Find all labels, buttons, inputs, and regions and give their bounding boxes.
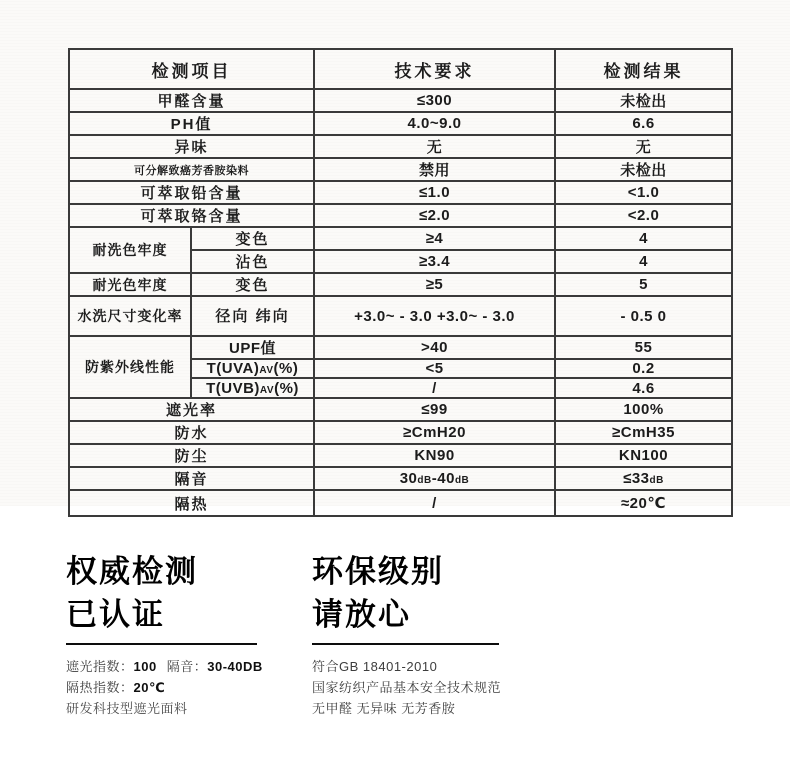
sound-metric-label: 隔音： [166, 659, 208, 674]
authority-title [66, 550, 306, 636]
result-cell: <1.0 [555, 181, 732, 204]
group-label-cell: 耐光色牢度 [69, 273, 191, 296]
eco-title-line1: 环保级别 [312, 554, 444, 589]
eco-title [312, 550, 592, 636]
requirement-cell: / [314, 378, 555, 398]
result-cell: 0.2 [555, 359, 732, 378]
row-formaldehyde [69, 89, 732, 112]
table-header-row [69, 49, 732, 89]
row-odor [69, 135, 732, 158]
item-cell: 遮光率 [69, 398, 314, 421]
sound-metric-value: 30-40DB [207, 659, 263, 674]
item-cell: 隔音 [69, 467, 314, 490]
row-wash-fastness-color-change [69, 227, 732, 250]
requirement-cell: ≥4 [314, 227, 555, 250]
row-aromatic-amines [69, 158, 732, 181]
row-chromium [69, 204, 732, 227]
item-cell: PH值 [69, 112, 314, 135]
sound-req-unit-2: dB [454, 475, 470, 486]
group-label-cell: 防紫外线性能 [69, 336, 191, 398]
result-cell: 未检出 [555, 158, 732, 181]
uva-label-subscript: AV [259, 365, 274, 376]
test-report-table [68, 48, 733, 517]
spec-line: 国家纺织产品基本安全技术规范 [312, 680, 502, 695]
footer-eco-section [312, 550, 592, 719]
result-cell: ≈20℃ [555, 490, 732, 516]
shading-sound-metrics [66, 656, 306, 677]
result-cell: KN100 [555, 444, 732, 467]
item-cell: 防尘 [69, 444, 314, 467]
item-cell: 甲醛含量 [69, 89, 314, 112]
requirement-cell: 4.0~9.0 [314, 112, 555, 135]
requirement-cell: ≤2.0 [314, 204, 555, 227]
shading-index-label: 遮光指数： [66, 659, 134, 674]
fabric-note: 研发科技型遮光面料 [66, 701, 188, 716]
group-label-cell: 耐洗色牢度 [69, 227, 191, 273]
no-harm-line: 无甲醛 无异味 无芳香胺 [312, 701, 456, 716]
result-cell: 无 [555, 135, 732, 158]
row-shading-rate [69, 398, 732, 421]
requirement-cell [314, 467, 555, 490]
requirement-cell: ≤1.0 [314, 181, 555, 204]
requirement-cell: ≤300 [314, 89, 555, 112]
standard-line: 符合GB 18401-2010 [312, 659, 438, 674]
heat-metric-value: 20℃ [133, 680, 166, 695]
row-sound-insulation [69, 467, 732, 490]
sound-req-value-1: 30 [399, 470, 418, 487]
eco-divider [312, 643, 499, 645]
uva-label-main: T(UVA) [206, 360, 260, 377]
item-cell: 防水 [69, 421, 314, 444]
authority-title-line2: 已认证 [66, 597, 165, 632]
footer-authority-section [66, 550, 306, 719]
group-label-cell: 水洗尺寸变化率 [69, 296, 191, 336]
requirement-cell: +3.0~ - 3.0 +3.0~ - 3.0 [314, 296, 555, 336]
result-cell: ≥CmH35 [555, 421, 732, 444]
sub-item-cell [191, 378, 314, 398]
uva-label-tail: (%) [273, 360, 299, 377]
row-ph [69, 112, 732, 135]
result-cell: <2.0 [555, 204, 732, 227]
eco-title-line2: 请放心 [312, 597, 411, 632]
sound-req-value-2: -40 [431, 470, 455, 487]
row-dustproof [69, 444, 732, 467]
requirement-cell: ≤99 [314, 398, 555, 421]
sound-result-unit: dB [649, 475, 664, 486]
uvb-label-tail: (%) [274, 379, 299, 397]
uvb-label-subscript: AV [259, 384, 275, 396]
row-lead [69, 181, 732, 204]
item-cell: 可分解致癌芳香胺染料 [69, 158, 314, 181]
sub-item-cell: 变色 [191, 273, 314, 296]
sub-item-cell: 变色 [191, 227, 314, 250]
item-cell: 可萃取铬含量 [69, 204, 314, 227]
result-cell: 100% [555, 398, 732, 421]
row-heat-insulation [69, 490, 732, 516]
result-cell: - 0.5 0 [555, 296, 732, 336]
header-result: 检测结果 [555, 49, 732, 89]
row-uv-upf [69, 336, 732, 359]
requirement-cell: ≥3.4 [314, 250, 555, 273]
shading-index-value: 100 [133, 659, 157, 674]
requirement-cell: 无 [314, 135, 555, 158]
sub-item-cell: 径向 纬向 [191, 296, 314, 336]
requirement-cell: <5 [314, 359, 555, 378]
sub-item-cell: 沾色 [191, 250, 314, 273]
result-cell: 5 [555, 273, 732, 296]
sound-req-unit-1: dB [417, 475, 432, 486]
authority-divider [66, 643, 257, 645]
header-requirement: 技术要求 [314, 49, 555, 89]
sub-item-cell [191, 359, 314, 378]
requirement-cell: 禁用 [314, 158, 555, 181]
requirement-cell: ≥5 [314, 273, 555, 296]
heat-metric [66, 677, 306, 698]
requirement-cell: >40 [314, 336, 555, 359]
result-cell: 55 [555, 336, 732, 359]
result-cell: 未检出 [555, 89, 732, 112]
sound-result-value: ≤33 [623, 470, 650, 487]
item-cell: 隔热 [69, 490, 314, 516]
result-cell: 4 [555, 250, 732, 273]
row-light-fastness [69, 273, 732, 296]
authority-title-line1: 权威检测 [66, 554, 198, 589]
result-cell [555, 467, 732, 490]
authority-notes [66, 656, 306, 719]
requirement-cell: ≥CmH20 [314, 421, 555, 444]
row-waterproof [69, 421, 732, 444]
item-cell: 可萃取铅含量 [69, 181, 314, 204]
uvb-label-main: T(UVB) [206, 379, 260, 397]
result-cell: 4 [555, 227, 732, 250]
row-dimension-change [69, 296, 732, 336]
sub-item-cell: UPF值 [191, 336, 314, 359]
result-cell: 6.6 [555, 112, 732, 135]
requirement-cell: KN90 [314, 444, 555, 467]
item-cell: 异味 [69, 135, 314, 158]
header-test-item: 检测项目 [69, 49, 314, 89]
heat-metric-label: 隔热指数： [66, 680, 134, 695]
result-cell: 4.6 [555, 378, 732, 398]
requirement-cell: / [314, 490, 555, 516]
eco-notes [312, 656, 592, 719]
